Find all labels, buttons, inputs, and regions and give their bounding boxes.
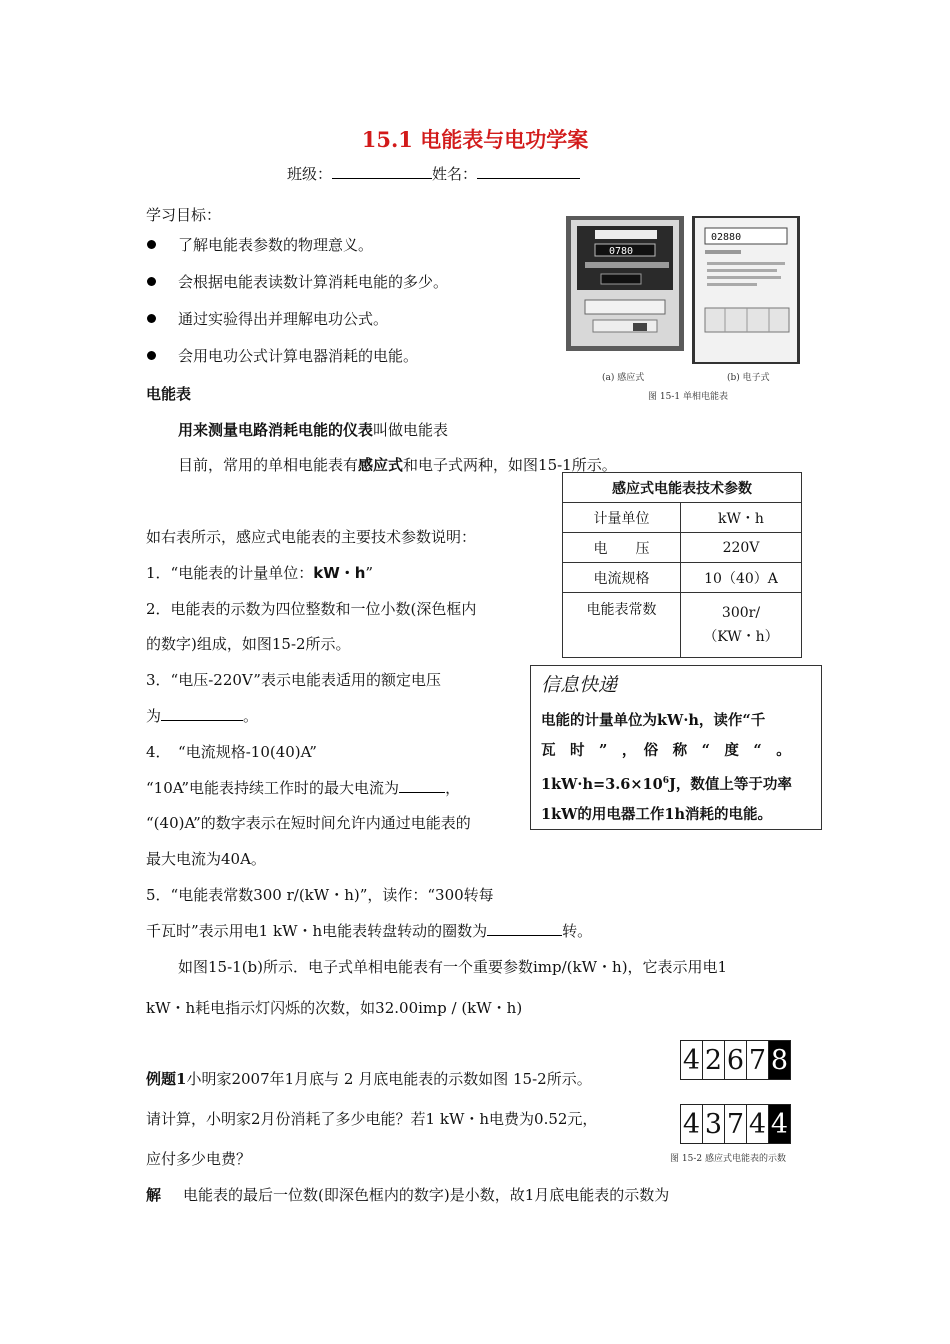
item-1 — [146, 562, 373, 583]
class-name-line — [287, 163, 580, 184]
types-pre: 目前，常用的单相电能表有 — [178, 456, 359, 474]
digit-box: 6 — [724, 1040, 747, 1080]
table-row — [563, 593, 802, 658]
info-box-heading: 信息快递 — [541, 674, 618, 696]
example-line2: 请计算，小明家2月份消耗了多少电能？若1 kW・h电费为0.52元， — [146, 1110, 598, 1128]
info-line — [541, 766, 813, 800]
info-line: 电能的计量单位为kW·h，读作“千 — [541, 712, 766, 729]
answer-blank[interactable] — [487, 921, 562, 936]
item-1-bold: kW・h — [313, 564, 366, 582]
info-line-pre: 1kW·h=3.6×10 — [541, 775, 663, 793]
item-4-post: ， — [445, 779, 461, 797]
definition-rest: 叫做电能表 — [373, 421, 449, 439]
solution-label: 解 — [146, 1186, 162, 1204]
item-5-line1: 5．“电能表常数300 r/(kW・h)”，读作：“300转每 — [146, 886, 494, 904]
item-5-line2 — [146, 920, 592, 941]
bullet-icon — [147, 240, 156, 249]
table-cell: 220V — [681, 533, 802, 563]
digit-box: 4 — [680, 1104, 703, 1144]
example-line3: 应付多少电费？ — [146, 1150, 252, 1168]
table-cell: 电能表常数 — [563, 593, 681, 658]
meter-photo-figure — [565, 214, 801, 366]
item-3-pre: 为 — [146, 707, 162, 725]
figure-caption: 图 15-1 单相电能表 — [648, 392, 728, 402]
answer-blank[interactable] — [399, 778, 445, 793]
goal-item: 通过实验得出并理解电功公式。 — [178, 310, 389, 328]
table-cell: 电 压 — [563, 533, 681, 563]
table-row — [563, 563, 802, 593]
page-title: 15.1 电能表与电功学案 — [361, 127, 589, 152]
table-row — [563, 533, 802, 563]
digit-box-decimal: 4 — [768, 1104, 791, 1144]
spec-table-header: 感应式电能表技术参数 — [563, 473, 802, 503]
name-label: 姓名： — [432, 165, 478, 183]
item-5-post: 转。 — [562, 922, 593, 940]
info-line: 瓦 时 ” ， 俗 称 “ 度 “ 。 — [541, 742, 791, 759]
bullet-icon — [147, 314, 156, 323]
example-text: 小明家2007年1月底与 2 月底电能表的示数如图 15-2所示。 — [186, 1070, 592, 1088]
figure-2-caption: 图 15-2 感应式电能表的示数 — [670, 1154, 786, 1164]
definition-bold: 用来测量电路消耗电能的仪表 — [178, 421, 374, 439]
item-1-post: ” — [365, 564, 374, 582]
item-1-pre: 1．“电能表的计量单位： — [146, 564, 314, 582]
class-blank[interactable] — [332, 164, 432, 179]
types-post: 和电子式两种，如图15-1所示。 — [403, 456, 617, 474]
digit-box: 4 — [746, 1104, 769, 1144]
digit-box: 7 — [746, 1040, 769, 1080]
digit-box: 2 — [702, 1040, 725, 1080]
table-row — [563, 503, 802, 533]
goal-item: 会根据电能表读数计算消耗电能的多少。 — [178, 273, 449, 291]
figure-caption-b: (b) 电子式 — [727, 373, 770, 383]
bullet-icon — [147, 277, 156, 286]
intro-line: 如右表所示，感应式电能表的主要技术参数说明： — [146, 528, 477, 546]
item-3-post: 。 — [243, 707, 259, 725]
paragraph-line2: kW・h耗电指示灯闪烁的次数，如32.00imp / (kW・h) — [146, 999, 523, 1017]
types-line — [178, 454, 617, 475]
electronic-meter-image — [692, 216, 800, 364]
table-cell-line: （KW・h） — [703, 629, 779, 645]
digit-box: 7 — [724, 1104, 747, 1144]
table-cell: 计量单位 — [563, 503, 681, 533]
item-3-line2 — [146, 705, 258, 726]
table-cell: kW・h — [681, 503, 802, 533]
info-box — [530, 665, 822, 830]
item-5-pre: 千瓦时”表示用电1 kW・h电能表转盘转动的圈数为 — [146, 922, 488, 940]
info-line: 1kW的用电器工作1h消耗的电能。 — [541, 805, 773, 823]
example-line1 — [146, 1068, 592, 1089]
digit-box: 3 — [702, 1104, 725, 1144]
item-4-line4: 最大电流为40A。 — [146, 850, 266, 868]
answer-blank[interactable] — [161, 706, 243, 721]
paragraph-line1: 如图15-1(b)所示．电子式单相电能表有一个重要参数imp/(kW・h)，它表示用电1 — [178, 958, 728, 976]
item-4-line2 — [146, 777, 460, 798]
goals-heading: 学习目标： — [146, 206, 222, 224]
table-cell-line: 300r/ — [721, 605, 761, 621]
svg-text:0780: 0780 — [609, 246, 634, 257]
svg-text:02880: 02880 — [711, 232, 742, 243]
meter-reading-january — [680, 1040, 790, 1080]
item-2-line2: 的数字)组成，如图15-2所示。 — [146, 635, 351, 653]
goal-item: 会用电功公式计算电器消耗的电能。 — [178, 347, 419, 365]
item-4-line3: “(40)A”的数字表示在短时间允许内通过电能表的 — [146, 814, 471, 832]
solution-text: 电能表的最后一位数(即深色框内的数字)是小数，故1月底电能表的示数为 — [183, 1186, 670, 1204]
section-heading: 电能表 — [146, 385, 192, 403]
definition-line — [178, 419, 448, 440]
meter-reading-february — [680, 1104, 790, 1144]
item-3-line1: 3．“电压-220V”表示电能表适用的额定电压 — [146, 671, 441, 689]
goal-item: 了解电能表参数的物理意义。 — [178, 236, 374, 254]
info-line-post: J，数值上等于功率 — [668, 775, 792, 793]
figure-caption-a: (a) 感应式 — [602, 373, 645, 383]
class-label: 班级： — [287, 165, 333, 183]
table-cell: 电流规格 — [563, 563, 681, 593]
name-blank[interactable] — [477, 164, 580, 179]
induction-meter-image — [566, 216, 684, 351]
table-cell: 10（40）A — [681, 563, 802, 593]
item-2-line1: 2．电能表的示数为四位整数和一位小数(深色框内 — [146, 600, 477, 618]
types-bold: 感应式 — [358, 456, 404, 474]
bullet-icon — [147, 351, 156, 360]
digit-box-decimal: 8 — [768, 1040, 791, 1080]
item-4-text: “10A”电能表持续工作时的最大电流为 — [146, 779, 400, 797]
item-4-line1: 4． “电流规格-10(40)A” — [146, 743, 317, 761]
spec-table — [562, 472, 802, 658]
info-box-body — [541, 706, 813, 830]
table-cell — [681, 593, 802, 658]
info-line-sup: 6 — [662, 776, 669, 786]
solution-line — [146, 1184, 669, 1205]
example-label: 例题1 — [146, 1070, 187, 1088]
digit-box: 4 — [680, 1040, 703, 1080]
